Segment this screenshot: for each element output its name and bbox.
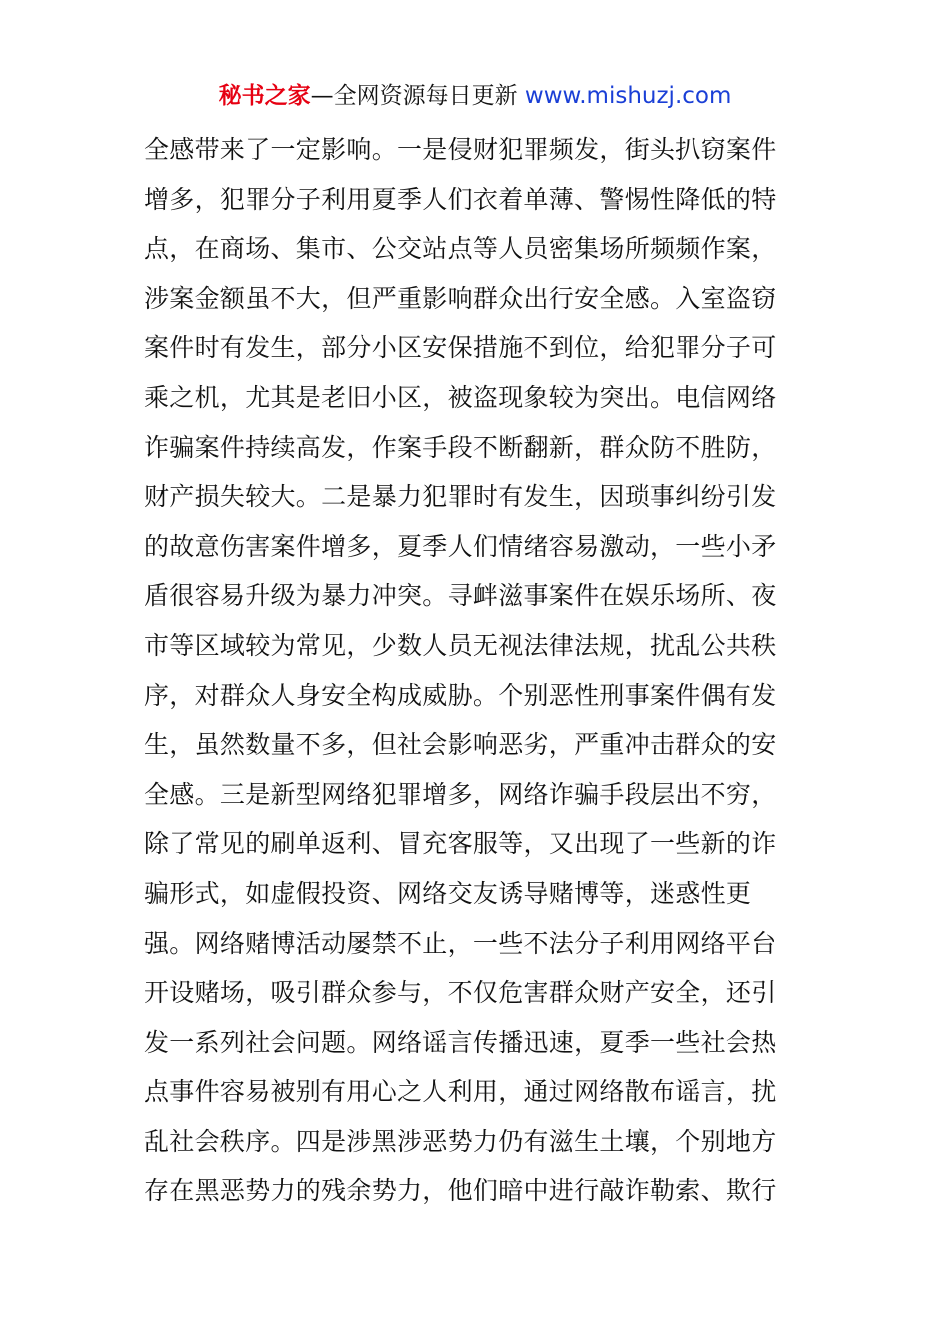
text-line: 乘之机，尤其是老旧小区，被盗现象较为突出。电信网络	[144, 382, 777, 412]
text-line: 发一系列社会问题。网络谣言传播迅速，夏季一些社会热	[144, 1027, 777, 1057]
text-line: 点事件容易被别有用心之人利用，通过网络散布谣言，扰	[144, 1077, 777, 1107]
text-line: 涉案金额虽不大，但严重影响群众出行安全感。入室盗窃	[144, 283, 777, 313]
header-tagline: —全网资源每日更新	[310, 83, 525, 109]
text-line: 序，对群众人身安全构成威胁。个别恶性刑事案件偶有发	[144, 680, 777, 710]
text-line: 乱社会秩序。四是涉黑涉恶势力仍有滋生土壤，个别地方	[144, 1126, 777, 1156]
text-line: 生，虽然数量不多，但社会影响恶劣，严重冲击群众的安	[144, 730, 777, 760]
text-line: 强。网络赌博活动屡禁不止，一些不法分子利用网络平台	[144, 928, 777, 958]
text-line: 的故意伤害案件增多，夏季人们情绪容易激动，一些小矛	[144, 531, 777, 561]
text-line: 开设赌场，吸引群众参与，不仅危害群众财产安全，还引	[144, 978, 777, 1008]
text-line: 市等区域较为常见，少数人员无视法律法规，扰乱公共秩	[144, 630, 777, 660]
text-line: 存在黑恶势力的残余势力，他们暗中进行敲诈勒索、欺行	[144, 1176, 777, 1206]
text-line: 诈骗案件持续高发，作案手段不断翻新，群众防不胜防，	[144, 432, 777, 462]
text-line: 全感带来了一定影响。一是侵财犯罪频发，街头扒窃案件	[144, 135, 777, 164]
brand-name: 秘书之家	[218, 83, 311, 109]
text-line: 骗形式，如虚假投资、网络交友诱导赌博等，迷惑性更	[144, 878, 752, 908]
website-link[interactable]: www.mishuzj.com	[524, 83, 732, 109]
text-line: 财产损失较大。二是暴力犯罪时有发生，因琐事纠纷引发	[144, 482, 777, 512]
text-line: 除了常见的刷单返利、冒充客服等，又出现了一些新的诈	[144, 829, 777, 859]
text-line: 全感。三是新型网络犯罪增多，网络诈骗手段层出不穷，	[144, 779, 777, 809]
body-paragraph	[144, 125, 808, 1216]
text-line: 增多，犯罪分子利用夏季人们衣着单薄、警惕性降低的特	[144, 184, 777, 214]
page-header	[0, 78, 950, 114]
text-line: 案件时有发生，部分小区安保措施不到位，给犯罪分子可	[144, 333, 777, 363]
text-line: 点，在商场、集市、公交站点等人员密集场所频频作案，	[144, 234, 777, 264]
text-line: 盾很容易升级为暴力冲突。寻衅滋事案件在娱乐场所、夜	[144, 581, 777, 611]
